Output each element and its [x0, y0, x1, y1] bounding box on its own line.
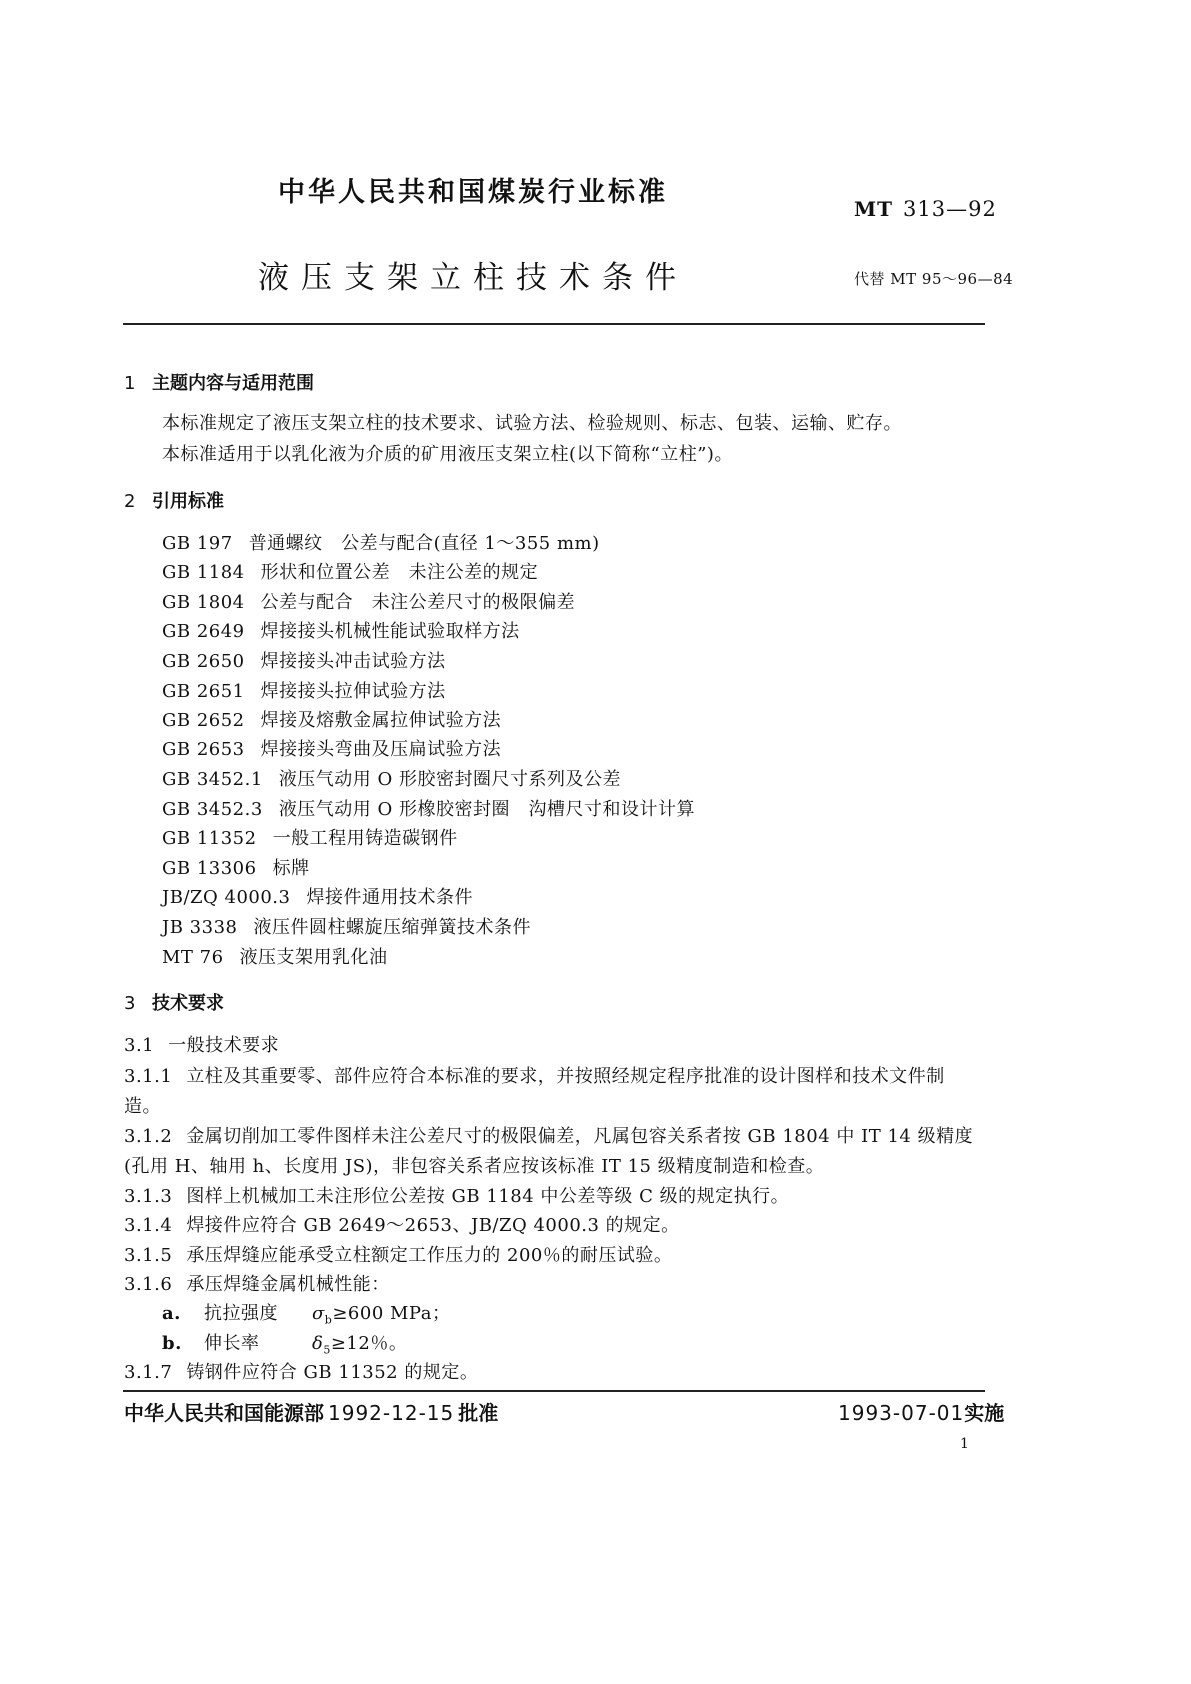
clause-3-1-6: 3.1.6 承压焊缝金属机械性能： [124, 1274, 390, 1295]
ref-item: GB 3452.1 液压气动用 O 形胶密封圈尺寸系列及公差 [162, 769, 622, 790]
clause-3-1-1-cont: 造。 [124, 1096, 161, 1117]
section-1-para-2: 本标准适用于以乳化液为介质的矿用液压支架立柱(以下简称“立柱”)。 [162, 444, 733, 465]
clause-3-1-7: 3.1.7 铸钢件应符合 GB 11352 的规定。 [124, 1362, 479, 1383]
page-number: 1 [960, 1436, 969, 1452]
ref-item: GB 1184 形状和位置公差 未注公差的规定 [162, 562, 539, 583]
code-prefix: MT [854, 197, 894, 221]
clause-3-1-4: 3.1.4 焊接件应符合 GB 2649～2653、JB/ZQ 4000.3 的规定。 [124, 1215, 680, 1236]
ref-item: GB 2649 焊接接头机械性能试验取样方法 [162, 621, 520, 642]
header-divider [123, 323, 985, 325]
replaces-note: 代替 MT 95～96—84 [854, 270, 1014, 288]
property-elongation: b. 伸长率 $\delta_5\ge 12$％。 [162, 1333, 408, 1357]
ref-item: GB 3452.3 液压气动用 O 形橡胶密封圈 沟槽尺寸和设计计算 [162, 799, 696, 820]
ref-item: GB 2653 焊接接头弯曲及压扁试验方法 [162, 739, 502, 760]
clause-3-1-3: 3.1.3 图样上机械加工未注形位公差按 GB 1184 中公差等级 C 级的规定执行。 [124, 1186, 790, 1207]
clause-3-1-2: 3.1.2 金属切削加工零件图样未注公差尺寸的极限偏差，凡属包容关系者按 GB 1804 中 IT 14 级精度 [124, 1126, 974, 1147]
standard-code [854, 197, 997, 221]
ref-item: GB 197 普通螺纹 公差与配合(直径 1～355 mm) [162, 533, 600, 554]
code-number: 313—92 [903, 197, 997, 221]
section-2-heading: 2 引用标准 [124, 491, 224, 512]
ref-item: GB 13306 标牌 [162, 858, 310, 879]
clause-3-1-2-cont: (孔用 H、轴用 h、长度用 JS)，非包容关系者应按该标准 IT 15 级精度制造和检查。 [124, 1156, 825, 1177]
ref-item: JB 3338 液压件圆柱螺旋压缩弹簧技术条件 [162, 917, 531, 938]
document-title: 液压支架立柱技术条件 [258, 260, 688, 296]
clause-3-1-5: 3.1.5 承压焊缝应能承受立柱额定工作压力的 200％的耐压试验。 [124, 1245, 673, 1266]
ref-item: GB 2651 焊接接头拉伸试验方法 [162, 681, 446, 702]
ref-item: GB 1804 公差与配合 未注公差尺寸的极限偏差 [162, 592, 576, 613]
effective-line: 1993-07-01实施 [838, 1401, 1005, 1425]
ref-item: GB 11352 一般工程用铸造碳钢件 [162, 828, 458, 849]
section-1-heading: 1 主题内容与适用范围 [124, 373, 314, 394]
ref-item: JB/ZQ 4000.3 焊接件通用技术条件 [162, 887, 473, 908]
property-tensile-strength: a. 抗拉强度 $\sigma_b\ge 600$ MPa； [162, 1303, 451, 1327]
footer-divider [123, 1390, 985, 1392]
approval-line: 中华人民共和国能源部 1992-12-15 批准 [124, 1401, 499, 1425]
section-3-heading: 3 技术要求 [124, 993, 224, 1014]
clause-3-1-1: 3.1.1 立柱及其重要零、部件应符合本标准的要求，并按照经规定程序批准的设计图样和技术文件制 [124, 1066, 945, 1087]
ref-item: GB 2652 焊接及熔敷金属拉伸试验方法 [162, 710, 502, 731]
ref-item: MT 76 液压支架用乳化油 [162, 947, 388, 968]
section-1-para-1: 本标准规定了液压支架立柱的技术要求、试验方法、检验规则、标志、包装、运输、贮存。 [162, 413, 902, 434]
ref-item: GB 2650 焊接接头冲击试验方法 [162, 651, 446, 672]
clause-3-1: 3.1 一般技术要求 [124, 1035, 280, 1056]
standard-type: 中华人民共和国煤炭行业标准 [278, 177, 668, 208]
